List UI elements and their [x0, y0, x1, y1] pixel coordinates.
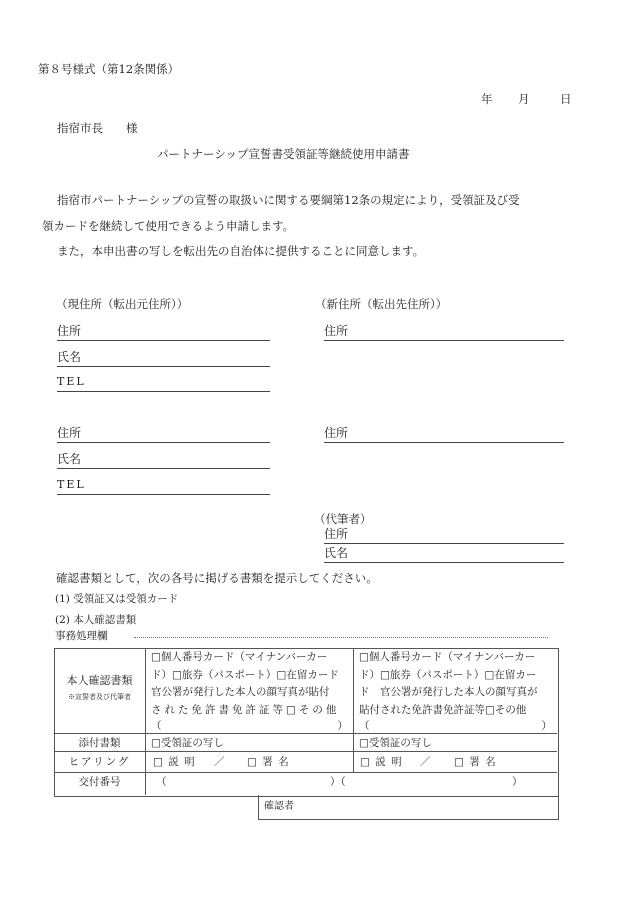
current-address-2-field[interactable]	[57, 426, 270, 443]
confirmer-label: 確認者	[264, 801, 294, 812]
hearing-right-slash: ／	[420, 756, 431, 768]
addressee-name: 指宿市長	[57, 121, 103, 135]
row-sublabel-identity-docs: ※宣誓者及び代筆者	[68, 693, 131, 701]
issue-number-open-paren: （	[156, 776, 167, 788]
documents-item-1: (1) 受領証又は受領カード	[55, 593, 179, 605]
current-tel-2-field[interactable]	[57, 478, 270, 495]
identity-line: された免許書免許証等□その他	[151, 703, 340, 716]
new-address-2-field[interactable]	[324, 426, 564, 443]
office-section-divider	[134, 637, 548, 638]
tel-label: TEL	[57, 478, 86, 491]
address-label: 住所	[324, 426, 349, 440]
current-name-2-field[interactable]	[57, 452, 270, 469]
attachments-right-checkbox[interactable]: □受領証の写し	[359, 737, 432, 749]
hearing-left-sign-checkbox[interactable]: □ 署 名	[247, 756, 290, 768]
issue-number-mid-paren[interactable]: ）（	[330, 776, 346, 788]
current-address-heading: （現住所（転出元住所））	[56, 297, 189, 311]
identity-line: 貼付された免許書免許証等□その他	[359, 703, 527, 716]
office-section-label: 事務処理欄	[55, 630, 108, 642]
hearing-right-explain-checkbox[interactable]: □ 説 明	[360, 756, 403, 768]
name-label: 氏名	[324, 546, 349, 560]
new-address-1-field[interactable]	[324, 324, 564, 341]
identity-line: □個人番号カード（マイナンバーカー	[359, 651, 536, 663]
row-label-hearing: ヒアリング	[68, 756, 131, 768]
date-day-label: 日	[560, 92, 572, 106]
identity-docs-left-cell[interactable]	[151, 649, 348, 734]
tel-label: TEL	[57, 375, 86, 388]
hearing-right-sign-checkbox[interactable]: □ 署 名	[454, 756, 497, 768]
address-label: 住所	[324, 527, 349, 541]
documents-intro: 確認書類として，次の各号に掲げる書類を提示してください。	[56, 571, 378, 585]
identity-line: ド）□旅券（パスポート）□在留カード	[151, 668, 339, 681]
addressee-honorific: 様	[126, 121, 138, 135]
current-address-1-field[interactable]	[57, 324, 270, 341]
proxy-name-field[interactable]	[324, 546, 564, 563]
attachments-left-checkbox[interactable]: □受領証の写し	[151, 737, 224, 749]
name-label: 氏名	[57, 350, 82, 364]
confirmer-box[interactable]	[258, 795, 559, 820]
identity-line: ド 官公署が発行した本人の顔写真が	[359, 686, 538, 698]
date-year-label: 年	[481, 92, 493, 106]
form-number: 第８号様式（第12条関係）	[38, 62, 180, 76]
body-paragraph-2: また，本申出書の写しを転出先の自治体に提供することに同意します。	[57, 244, 425, 258]
document-title: パートナーシップ宣誓書受領証等継続使用申請書	[157, 147, 410, 161]
paren-close: ）	[541, 720, 552, 732]
identity-line: ド）□旅券（パスポート）□在留カー	[359, 668, 537, 681]
paren-open: （	[151, 720, 162, 732]
current-name-1-field[interactable]	[57, 350, 270, 367]
identity-line: 官公署が発行した本人の顔写真が貼付	[151, 686, 330, 698]
body-paragraph-1-line-1: 指宿市パートナーシップの宣誓の取扱いに関する要綱第12条の規定により，受領証及び受	[57, 193, 520, 207]
address-label: 住所	[57, 426, 82, 440]
row-label-issue-number: 交付番号	[78, 776, 121, 788]
documents-item-2: (2) 本人確認書類	[55, 614, 137, 626]
identity-docs-right-cell[interactable]	[359, 649, 552, 734]
paren-open: （	[359, 720, 370, 732]
address-label: 住所	[57, 324, 82, 338]
address-label: 住所	[324, 324, 349, 338]
date-month-label: 月	[518, 92, 530, 106]
row-label-identity-docs: 本人確認書類	[66, 674, 133, 687]
proxy-address-field[interactable]	[324, 527, 564, 544]
identity-line: □個人番号カード（マイナンバーカー	[151, 651, 328, 663]
row-label-attachments: 添付書類	[78, 737, 121, 749]
issue-number-close-paren: ）	[512, 776, 523, 788]
proxy-heading: （代筆者）	[314, 512, 372, 526]
new-address-heading: （新住所（転出先住所））	[315, 297, 448, 311]
paren-close: ）	[337, 720, 348, 732]
current-tel-1-field[interactable]	[57, 375, 270, 392]
name-label: 氏名	[57, 452, 82, 466]
hearing-left-explain-checkbox[interactable]: □ 説 明	[153, 756, 196, 768]
hearing-left-slash: ／	[214, 756, 225, 768]
body-paragraph-1-line-2: 領カードを継続して使用できるよう申請します。	[42, 219, 295, 233]
